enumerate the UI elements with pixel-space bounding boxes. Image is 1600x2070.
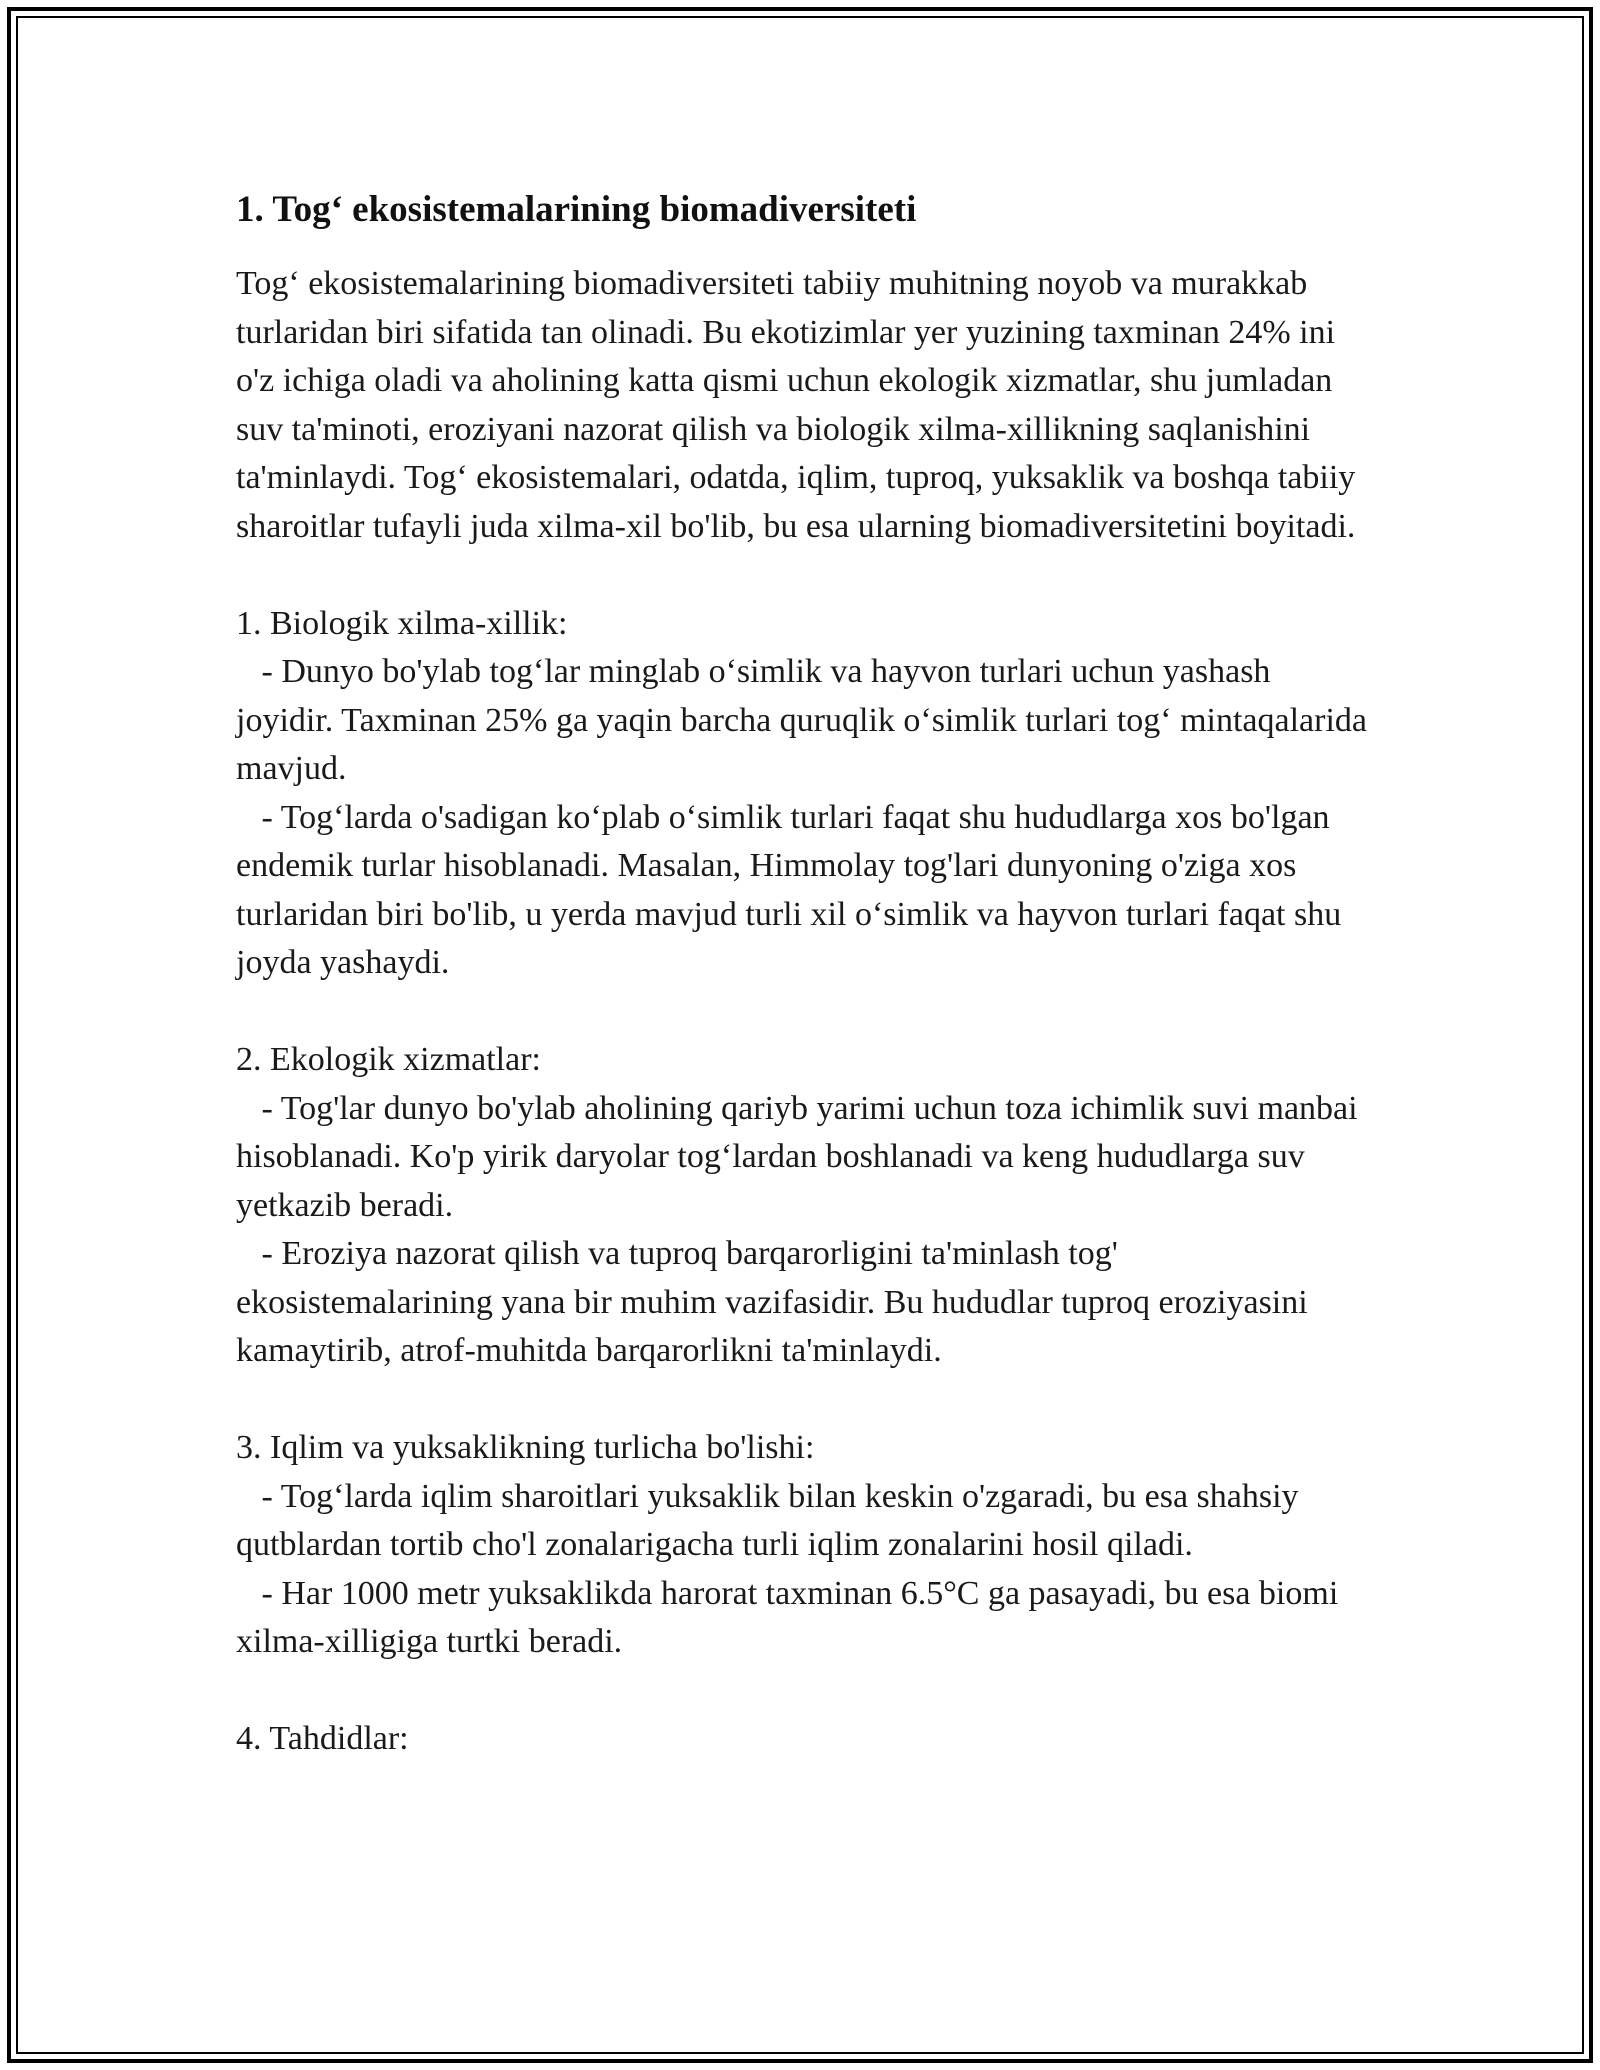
spacer xyxy=(236,988,1376,1037)
section-heading: 4. Tahdidlar: xyxy=(236,1720,409,1757)
spacer xyxy=(236,1376,1376,1425)
spacer xyxy=(236,551,1376,600)
document-title: 1. Tog‘ ekosistemalarining biomadiversiteti xyxy=(236,189,917,230)
section-climate-altitude xyxy=(236,1424,1376,1667)
document-body xyxy=(236,186,1376,1764)
section-biological-diversity xyxy=(236,600,1376,988)
section-ecological-services xyxy=(236,1036,1376,1376)
bullet-item: - Tog‘larda iqlim sharoitlari yuksaklik bilan keskin o'zgaradi, bu esa shahsiy qutblardan tortib cho'l zonalarigacha turli iqlim zonalarini hosil qiladi. xyxy=(236,1477,1299,1563)
bullet-item: - Tog'lar dunyo bo'ylab aholining qariyb yarimi uchun toza ichimlik suvi manbai hisoblanadi. Ko'p yirik daryolar tog‘lardan boshlanadi va keng hududlarga suv yetkazib beradi. xyxy=(236,1089,1358,1224)
spacer xyxy=(236,1667,1376,1716)
intro-paragraph: Tog‘ ekosistemalarining biomadiversiteti tabiiy muhitning noyob va murakkab turlaridan biri sifatida tan olinadi. Bu ekotizimlar yer yuzining taxminan 24% ini o'z ichiga oladi va aholining katta qismi uchun ekologik xizmatlar, shu jumladan suv ta'minoti, eroziyani nazorat qilish va biologik xilma-xillikning saqlanishini ta'minlaydi. Tog‘ ekosistemalari, odatda, iqlim, tuproq, yuksaklik va boshqa tabiiy sharoitlar tufayli juda xilma-xil bo'lib, bu esa ularning biomadiversitetini boyitadi. xyxy=(236,265,1356,545)
bullet-item: - Tog‘larda o'sadigan ko‘plab o‘simlik turlari faqat shu hududlarga xos bo'lgan endemik turlar hisoblanadi. Masalan, Himmolay tog'lari dunyoning o'ziga xos turlaridan biri bo'lib, u yerda mavjud turli xil o‘simlik va hayvon turlari faqat shu joyda yashaydi. xyxy=(236,798,1342,981)
section-heading: 3. Iqlim va yuksaklikning turlicha bo'lishi: xyxy=(236,1429,815,1466)
section-threats xyxy=(236,1715,1376,1764)
section-heading: 2. Ekologik xizmatlar: xyxy=(236,1041,541,1078)
bullet-item: - Eroziya nazorat qilish va tuproq barqarorligini ta'minlash tog' ekosistemalarining yana bir muhim vazifasidir. Bu hududlar tuproq eroziyasini kamaytirib, atrof-muhitda barqarorlikni ta'minlaydi. xyxy=(236,1235,1308,1369)
bullet-item: - Dunyo bo'ylab tog‘lar minglab o‘simlik va hayvon turlari uchun yashash joyidir. Taxminan 25% ga yaqin barcha quruqlik o‘simlik turlari tog‘ mintaqalarida mavjud. xyxy=(236,653,1367,787)
section-heading: 1. Biologik xilma-xillik: xyxy=(236,604,568,642)
bullet-item: - Har 1000 metr yuksaklikda harorat taxminan 6.5°C ga pasayadi, bu esa biomi xilma-xilligiga turtki beradi. xyxy=(236,1574,1339,1660)
